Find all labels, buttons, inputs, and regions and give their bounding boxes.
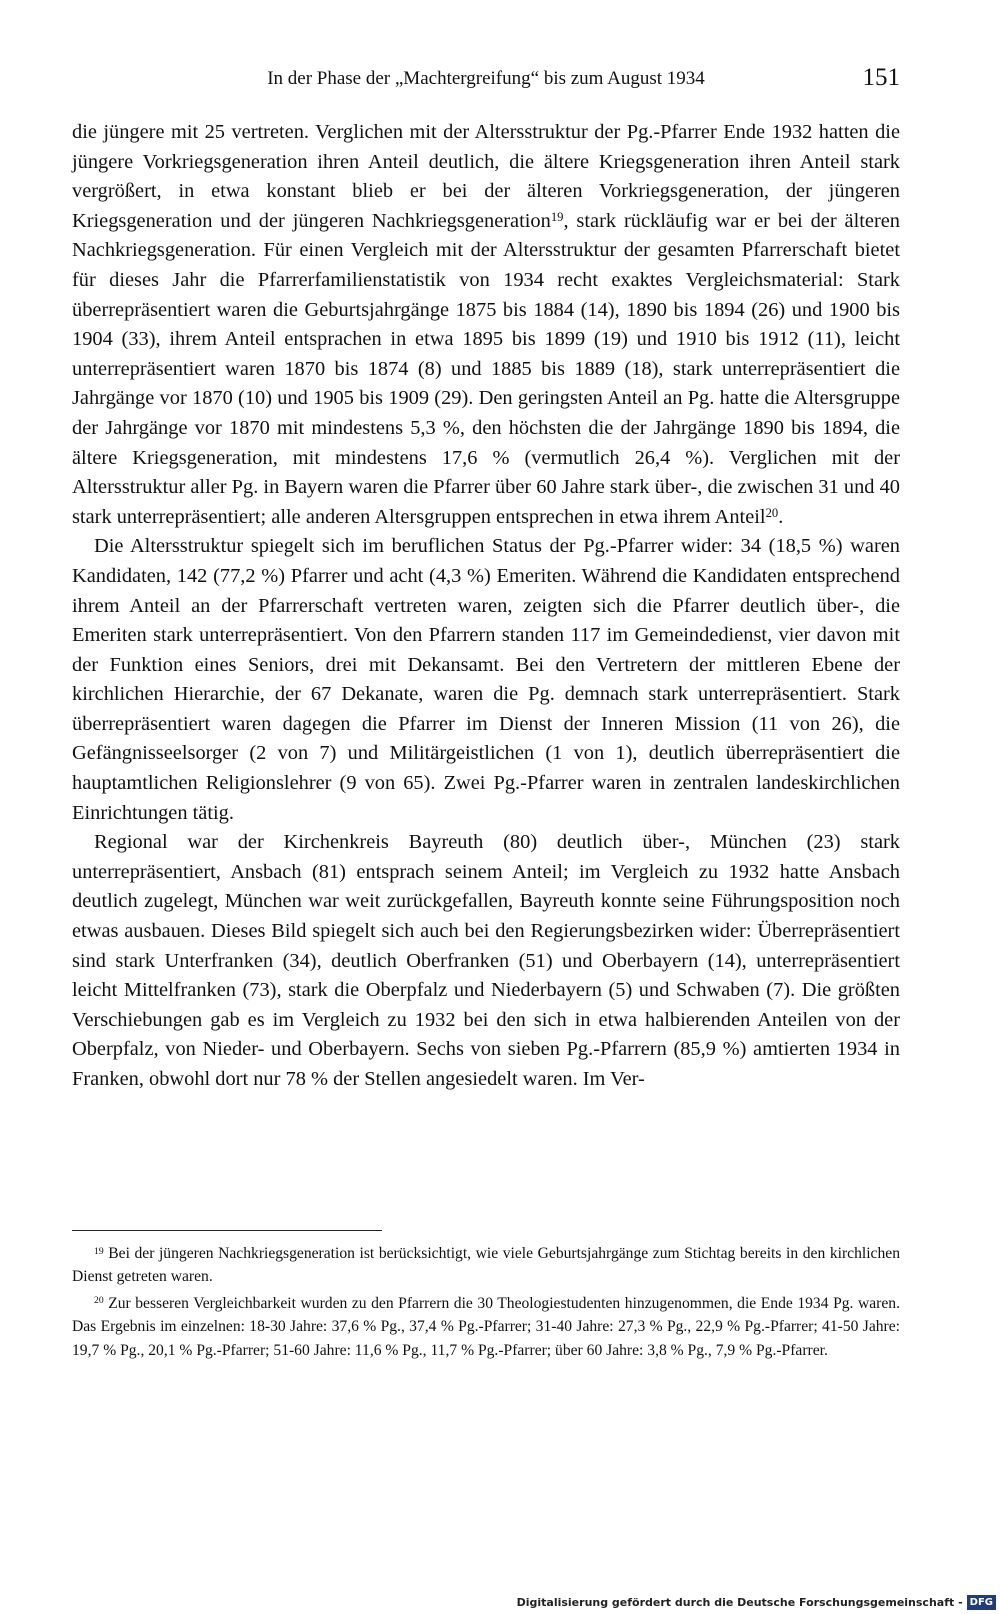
running-head [72, 64, 900, 98]
paragraph-1-part-c: . [778, 505, 784, 528]
footnote-text: Zur besseren Vergleichbarkeit wurden zu den Pfarrern die 30 Theologiestudenten hinzugenommen, die Ende 1934 Pg. waren. Das Ergebnis im einzelnen: 18-30 Jahre: 37,6 % Pg., 37,4 % Pg.-Pfarrer; 31-40 Jahre: 27,3 % Pg., 22,9 % Pg.-Pfarrer; 41-50 Jahre: 19,7 % Pg., 20,1 % Pg.-Pfarrer; 51-60 Jahre: 11,6 % Pg., 11,7 % Pg.-Pfarrer; über 60 Jahre: 3,8 % Pg., 7,9 % Pg.-Pfarrer. [72, 1294, 900, 1359]
footnote-19 [72, 1242, 900, 1289]
paragraph-1 [72, 118, 900, 532]
footnote-number: 19 [94, 1245, 104, 1257]
footnote-20 [72, 1292, 900, 1362]
digitization-note: Digitalisierung gefördert durch die Deutsche Forschungsgemeinschaft - [516, 1595, 963, 1609]
paragraph-3: Regional war der Kirchenkreis Bayreuth (80) deutlich über-, München (23) stark unterrepräsentiert, Ansbach (81) entsprach seinem Anteil; im Vergleich zu 1932 hatte Ansbach deutlich zugelegt, München war weit zurückgefallen, Bayreuth konnte seine Führungsposition noch etwas ausbauen. Dieses Bild spiegelt sich auch bei den Regierungsbezirken wider: Überrepräsentiert sind stark Unterfranken (34), deutlich Oberfranken (51) und Oberbayern (14), unterrepräsentiert leicht Mittelfranken (73), stark die Oberpfalz und Niederbayern (5) und Schwaben (7). Die größten Verschiebungen gab es im Vergleich zu 1932 bei den sich in etwa halbierenden Anteilen von der Oberpfalz, von Nieder- und Oberbayern. Sechs von sieben Pg.-Pfarrern (85,9 %) amtierten 1934 in Franken, obwohl dort nur 78 % der Stellen angesiedelt waren. Im Ver- [72, 831, 900, 1090]
page-number: 151 [862, 64, 900, 91]
digitization-footer [517, 1593, 996, 1611]
footnotes [72, 1242, 900, 1365]
footnote-ref-20[interactable]: 20 [765, 506, 779, 521]
paragraph-2: Die Altersstruktur spiegelt sich im beruflichen Status der Pg.-Pfarrer wider: 34 (18,5 %) waren Kandidaten, 142 (77,2 %) Pfarrer und acht (4,3 %) Emeriten. Während die Kandidaten entsprechend ihrem Anteil an der Pfarrerschaft vertreten waren, zeigten sich die Pfarrer deutlich über-, die Emeriten stark unterrepräsentiert. Von den Pfarrern standen 117 im Gemeindedienst, vier davon mit der Funktion eines Seniors, drei mit Dekansamt. Bei den Vertretern der mittleren Ebene der kirchlichen Hierarchie, der 67 Dekanate, waren die Pg. demnach stark unterrepräsentiert. Stark überrepräsentiert waren dagegen die Pfarrer im Dienst der Inneren Mission (11 von 26), die Gefängnisseelsorger (2 von 7) und Militärgeistlichen (1 von 1), deutlich überrepräsentiert die hauptamtlichen Religionslehrer (9 von 65). Zwei Pg.-Pfarrer waren in zentralen landeskirchlichen Einrichtungen tätig. [72, 535, 900, 824]
running-title: In der Phase der „Machtergreifung“ bis zum August 1934 [267, 68, 705, 89]
footnote-text: Bei der jüngeren Nachkriegsgeneration ist berücksichtigt, wie viele Geburtsjahrgänge zum Stichtag bereits in den kirchlichen Dienst getreten waren. [72, 1245, 900, 1286]
paragraph-1-part-a: die jüngere mit 25 vertreten. Verglichen mit der Altersstruktur der Pg.-Pfarrer Ende 1932 hatten die jüngere Vorkriegsgeneration ihren Anteil deutlich, die ältere Kriegsgeneration ihren Anteil stark vergrößert, in etwa konstant blieb er bei der älteren Vorkriegsgeneration, der jüngeren Kriegsgeneration und der jüngeren Nachkriegsgeneration [72, 121, 900, 232]
footnote-divider [72, 1230, 382, 1231]
paragraph-1-part-b: , stark rückläufig war er bei der älteren Nachkriegsgeneration. Für einen Vergleich mit der Altersstruktur der gesamten Pfarrerschaft bietet für dieses Jahr die Pfarrerfamilienstatistik von 1934 recht exaktes Vergleichsmaterial: Stark überrepräsentiert waren die Geburtsjahrgänge 1875 bis 1884 (14), 1890 bis 1894 (26) und 1900 bis 1904 (33), ihrem Anteil entsprachen in etwa 1895 bis 1899 (19) und 1910 bis 1912 (11), leicht unterrepräsentiert waren 1870 bis 1874 (8) und 1885 bis 1889 (18), stark unterrepräsentiert die Jahrgänge vor 1870 (10) und 1905 bis 1909 (29). Den geringsten Anteil an Pg. hatte die Altersgruppe der Jahrgänge vor 1870 mit mindestens 5,3 %, den höchsten die der Jahrgänge 1890 bis 1894, die ältere Kriegsgeneration, mit mindestens 17,6 % (vermutlich 26,4 %). Verglichen mit der Altersstruktur aller Pg. in Bayern waren die Pfarrer über 60 Jahre stark über-, die zwischen 31 und 40 stark unterrepräsentiert; alle anderen Altersgruppen entsprechen in etwa ihrem Anteil [72, 209, 901, 528]
dfg-logo: DFG [967, 1595, 996, 1610]
footnote-ref-19[interactable]: 19 [550, 210, 564, 225]
body-text [72, 118, 900, 1095]
footnote-number: 20 [94, 1295, 104, 1307]
